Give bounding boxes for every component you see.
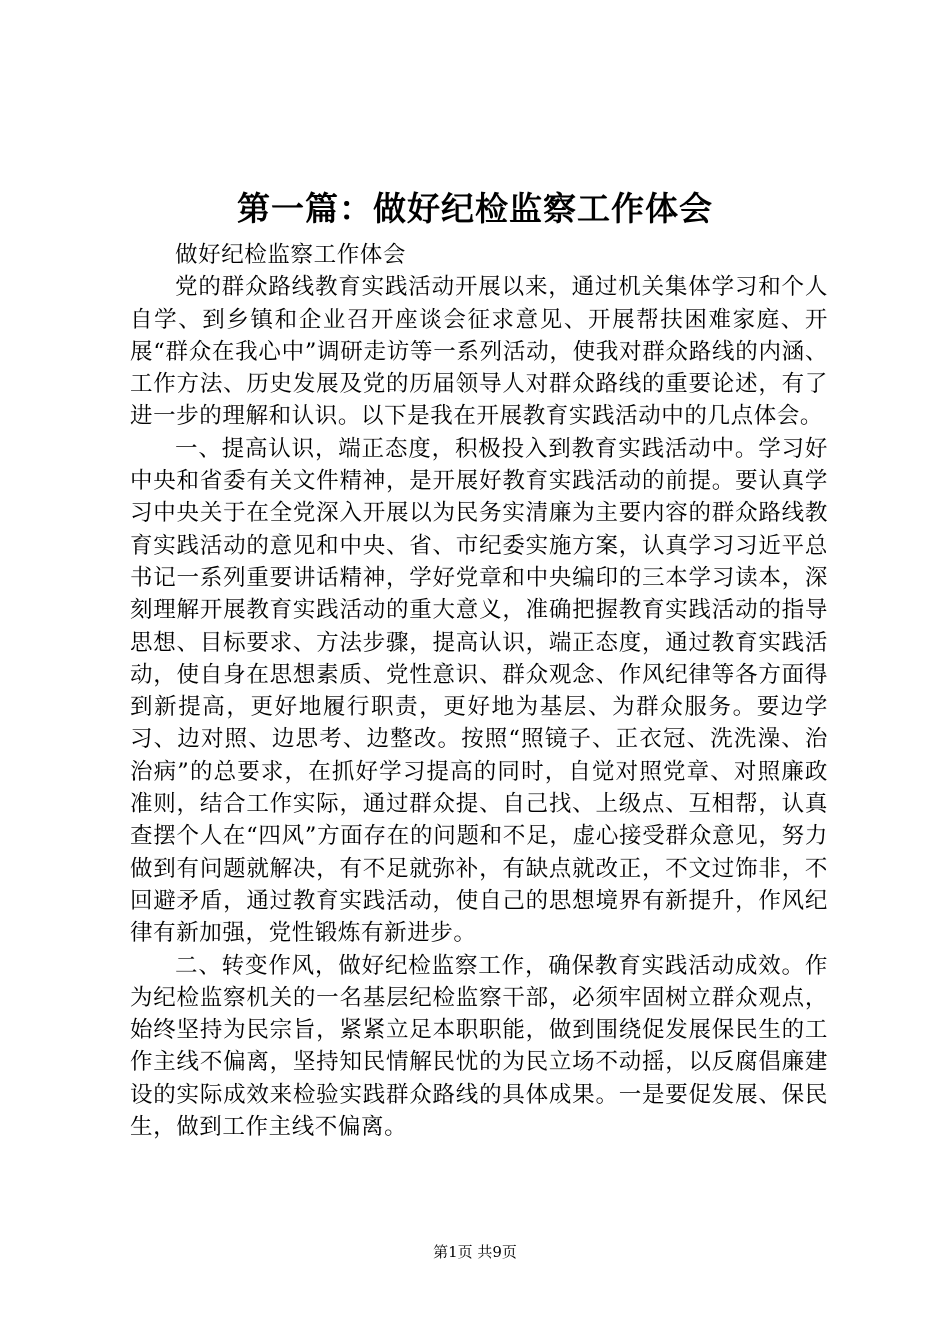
paragraph-subtitle: 做好纪检监察工作体会 — [175, 242, 407, 268]
paragraph-section-two: 二、转变作风，做好纪检监察工作，确保教育实践活动成效。作为纪检监察机关的一名基层纪检监察干部，必须牢固树立群众观点，始终坚持为民宗旨，紧紧立足本职职能，做到围绕促发展保民生的工作主线不偏离，坚持知民情解民忧的为民立场不动摇，以反腐倡廉建设的实际成效来检验实践群众路线的具体成果。一是要促发展、保民生，做到工作主线不偏离。 — [130, 952, 828, 1141]
document-body — [130, 239, 828, 1143]
paragraph-section-one: 一、提高认识，端正态度，积极投入到教育实践活动中。学习好中央和省委有关文件精神，是开展好教育实践活动的前提。要认真学习中央关于在全党深入开展以为民务实清廉为主要内容的群众路线教育实践活动的意见和中央、省、市纪委实施方案，认真学习习近平总书记一系列重要讲话精神，学好党章和中央编印的三本学习读本，深刻理解开展教育实践活动的重大意义，准确把握教育实践活动的指导思想、目标要求、方法步骤，提高认识，端正态度，通过教育实践活动，使自身在思想素质、党性意识、群众观念、作风纪律等各方面得到新提高，更好地履行职责，更好地为基层、为群众服务。要边学习、边对照、边思考、边整改。按照“照镜子、正衣冠、洗洗澡、治治病”的总要求，在抓好学习提高的同时，自觉对照党章、对照廉政准则，结合工作实际，通过群众提、自己找、上级点、互相帮，认真查摆个人在“四风”方面存在的问题和不足，虚心接受群众意见，努力做到有问题就解决，有不足就弥补，有缺点就改正，不文过饰非，不回避矛盾，通过教育实践活动，使自己的思想境界有新提升，作风纪律有新加强，党性锻炼有新进步。 — [130, 435, 828, 947]
paragraph-intro: 党的群众路线教育实践活动开展以来，通过机关集体学习和个人自学、到乡镇和企业召开座谈会征求意见、开展帮扶困难家庭、开展“群众在我心中”调研走访等一系列活动，使我对群众路线的内涵、工作方法、历史发展及党的历届领导人对群众路线的重要论述，有了进一步的理解和认识。以下是我在开展教育实践活动中的几点体会。 — [130, 274, 828, 430]
document-title: 第一篇：做好纪检监察工作体会 — [237, 189, 713, 228]
page-number-footer: 第1页 共9页 — [433, 1243, 517, 1261]
